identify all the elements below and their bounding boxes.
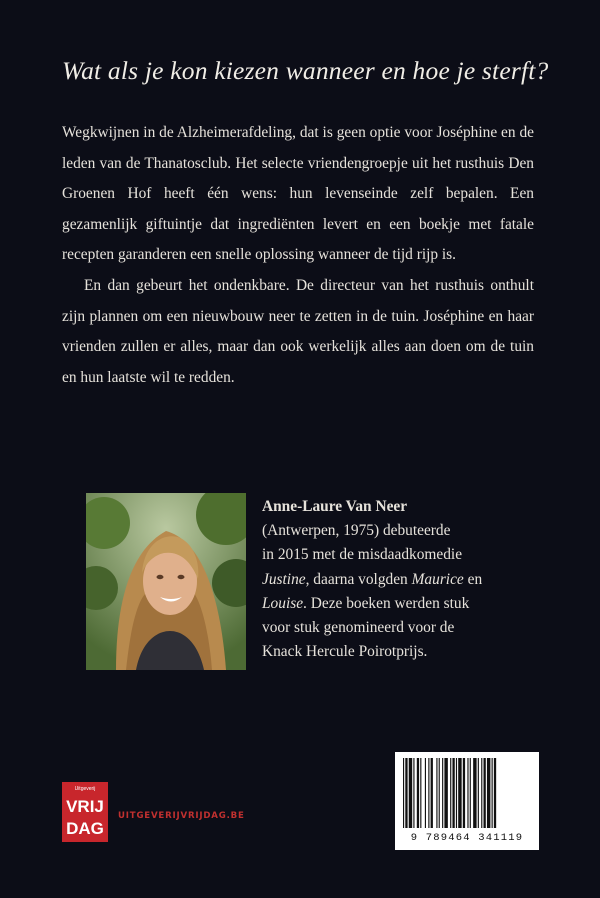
bio-text: , daarna volgden xyxy=(305,570,408,588)
author-portrait-image xyxy=(86,493,246,670)
tagline: Wat als je kon kiezen wanneer en hoe je sterft? xyxy=(62,56,549,85)
barcode-bar xyxy=(442,758,443,828)
barcode-bar xyxy=(413,758,414,828)
barcode-bar xyxy=(436,758,437,828)
barcode-bar xyxy=(458,758,461,828)
author-name: Anne-Laure Van Neer xyxy=(262,498,408,515)
blurb-paragraph-2: En dan gebeurt het ondenkbare. De directeur van het rusthuis onthult zijn plannen om een nieuwbouw neer te zetten in de tuin. Joséphine en haar vrienden zullen er alles, maar dan ook werkelijk alles aan doen om de tuin en hun laatste wil te redden. xyxy=(62,276,534,386)
barcode-bar xyxy=(492,758,493,828)
isbn-barcode xyxy=(395,752,539,850)
barcode-bar xyxy=(425,758,426,828)
barcode-bar xyxy=(478,758,479,828)
bio-text: . Deze boeken werden stuk xyxy=(303,594,470,612)
author-bio-line: in 2015 met de misdaadkomedie xyxy=(262,546,463,564)
blurb-paragraph-1: Wegkwijnen in de Alzheimerafdeling, dat is geen optie voor Joséphine en de leden van de Thanatosclub. Het selecte vriendengroepje uit het rusthuis Den Groenen Hof heeft één wens: hun levenseinde zelf bepalen. Een gezamenlijk giftuintje dat ingrediënten levert en een boekje met fatale recepten garanderen een snelle oplossing wanneer de tijd rijp is. xyxy=(62,124,534,264)
barcode-bar xyxy=(450,758,451,828)
barcode-bar xyxy=(484,758,486,828)
author-bio-line: Knack Hercule Poirotprijs. xyxy=(262,643,428,661)
barcode-bar xyxy=(431,758,433,828)
isbn-number: 9 789464 341119 xyxy=(410,832,524,844)
barcode-bar xyxy=(420,758,421,828)
publisher-logo-small-text: Uitgeverij xyxy=(74,786,96,792)
publisher-url[interactable]: UITGEVERIJVRIJDAG.BE xyxy=(118,811,245,821)
barcode-bar xyxy=(403,758,404,828)
publisher-logo-line2: DAG xyxy=(66,819,104,838)
barcode-bar xyxy=(481,758,482,828)
barcode-bar xyxy=(473,758,476,828)
barcode-bar xyxy=(456,758,457,828)
barcode-bar xyxy=(467,758,468,828)
book-title-justine: Justine xyxy=(262,570,306,588)
barcode-bar xyxy=(444,758,447,828)
author-bio-line: (Antwerpen, 1975) debuteerde xyxy=(262,522,451,540)
barcode-bar xyxy=(487,758,490,828)
author-bio xyxy=(262,495,552,664)
book-title-maurice: Maurice xyxy=(411,570,464,588)
publisher-logo xyxy=(62,782,108,842)
bio-text: en xyxy=(467,570,483,588)
barcode-bar xyxy=(439,758,440,828)
publisher-logo-line1: VRIJ xyxy=(66,797,104,816)
barcode-bar xyxy=(463,758,465,828)
book-title-louise: Louise xyxy=(262,594,304,612)
barcode-bar xyxy=(417,758,419,828)
author-photo xyxy=(86,493,246,670)
blurb xyxy=(62,118,534,393)
barcode-bar xyxy=(428,758,429,828)
barcode-bar xyxy=(405,758,407,828)
barcode-bar xyxy=(470,758,471,828)
barcode-bar xyxy=(409,758,412,828)
author-bio-line: voor stuk genomineerd voor de xyxy=(262,619,455,637)
barcode-bar xyxy=(494,758,496,828)
barcode-bar xyxy=(452,758,454,828)
author-bio-line xyxy=(262,568,552,592)
author-bio-line xyxy=(262,592,552,616)
